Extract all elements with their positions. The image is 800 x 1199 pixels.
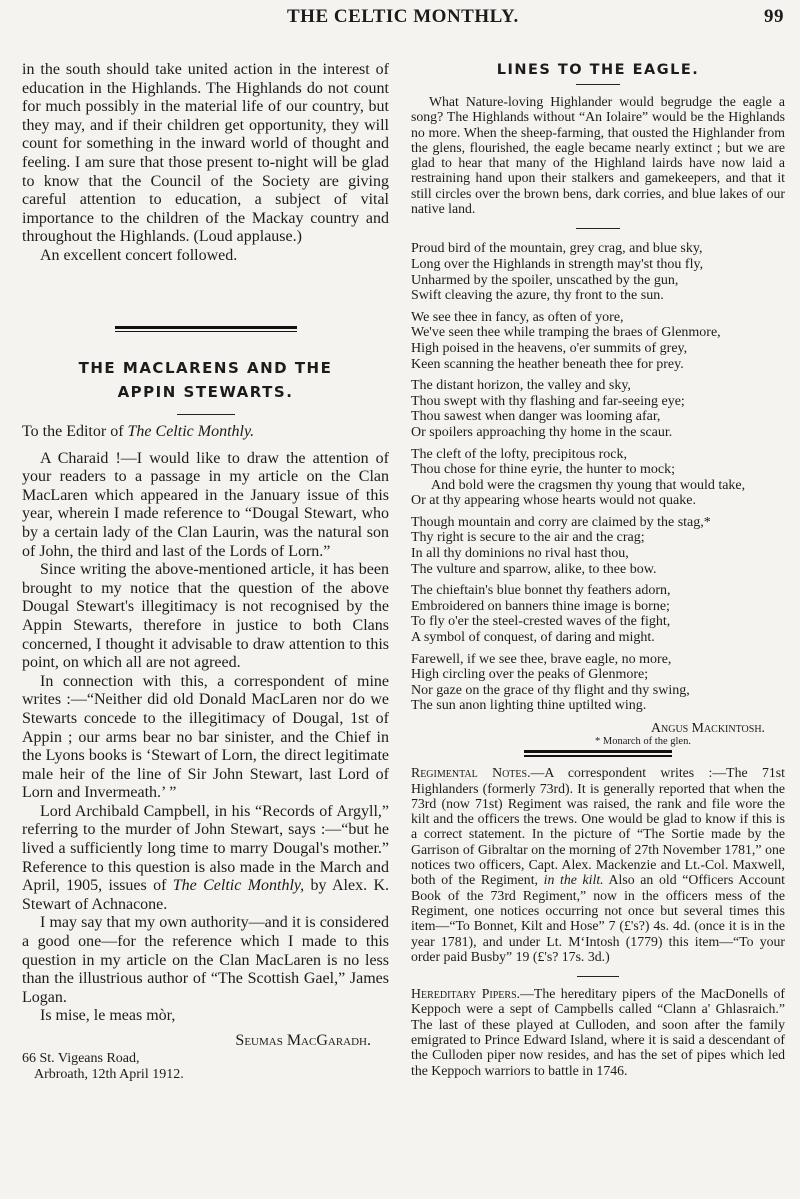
text: by Alex. K. Stewart of Achnacone.	[22, 877, 389, 913]
verse-line: We see thee in fancy, as often of yore,	[411, 309, 624, 325]
verse-line: Thou sawest when danger was looming afar,	[411, 409, 661, 425]
campbell-paragraph	[22, 803, 389, 915]
verse-line: The cleft of the lofty, precipitous rock,	[411, 446, 628, 462]
verse-line: To fly o'er the steel-crested waves of the fight,	[411, 614, 671, 630]
note-heading: Regimental Notes.	[411, 765, 531, 781]
poem-intro: What Nature-loving Highlander would begrudge the eagle a song? The Highlands without “An Iolaire” would be the Highlands no more. When the sheep-farming, that ousted the Highlander from the glens, flourished, the eagle became nearly extinct ; but we are glad to hear that many of the Highland lairds have now laid a restraining hand upon their stalkers and gamekeepers, and that it still circles over the brown bens, dark corries, and blue lakes of our native land.	[411, 94, 785, 217]
verse-line: Thou chose for thine eyrie, the hunter to mock;	[411, 462, 675, 478]
signature: Seumas MacGaradh.	[235, 1032, 371, 1049]
verse-line: Though mountain and corry are claimed by the stag,*	[411, 514, 711, 530]
footnote: * Monarch of the glen.	[595, 736, 691, 748]
running-header-title: THE CELTIC MONTHLY.	[287, 6, 519, 27]
journal-name: The Celtic Monthly.	[127, 423, 255, 440]
verse-line: Embroidered on banners thine image is borne;	[411, 598, 670, 614]
continuation-paragraph: in the south should take united action in the interest of education in the Highlands. The Highlands do not count for much possibly in the material life of our country, but they may, and if their children get opportunity, they will count for something in the inward world of thought and feeling. I am sure that those present to-night will be glad to know that the Council of the Society are giving careful attention to education, a subject of vital importance to the children of the Mackay country and throughout the Highlands. (Loud applause.)	[22, 61, 389, 246]
address-line-1: 66 St. Vigeans Road,	[22, 1050, 140, 1066]
poem-title: LINES TO THE EAGLE.	[496, 62, 700, 78]
page-number: 99	[764, 6, 784, 27]
body-paragraph: In connection with this, a correspondent of mine writes :—“Neither did old Donald MacLaren nor do we Stewarts concede to the illegitimacy of Dougal, 1st of Appin ; our arms bear no bar sinister, and the Chief in the Lyons books is ‘Stewart of Lorn, the direct legitimate male heir of the line of Sir John Stewart, last Lord of Lorn and Invermeath.’ ”	[22, 672, 389, 802]
verse-line: We've seen thee while tramping the braes of Glenmore,	[411, 325, 721, 341]
right-column	[411, 60, 785, 1078]
verse-line: Swift cleaving the azure, thy front to the sun.	[411, 288, 664, 304]
article-title-line-1: THE MACLARENS AND THE	[78, 359, 333, 377]
salutation-text: To the Editor of	[22, 423, 128, 440]
verse-line: The vulture and sparrow, alike, to thee bow.	[411, 561, 657, 577]
verse-line: Or spoilers approaching thy home in the scaur.	[411, 424, 673, 440]
stanza	[411, 447, 785, 509]
note-heading: Hereditary Pipers.	[411, 986, 521, 1002]
verse-line: In all thy dominions no rival hast thou,	[411, 546, 629, 562]
left-column	[22, 61, 389, 266]
stanza	[411, 652, 785, 714]
verse-line: High poised in the heavens, o'er summits of grey,	[411, 340, 688, 356]
text: —The hereditary pipers of the MacDonells of Keppoch were a sept of Campbells called “Clann a' Ghlasraich.” The last of these played at Culloden, and soon after the family emigrated to Prince Edward Island, where it is said a descendant of the Culloden piper now resides, and has the set of pipes which led the Keppoch warriors to battle in 1746.	[411, 986, 786, 1078]
verse-line: The distant horizon, the valley and sky,	[411, 378, 631, 394]
verse-line: Long over the Highlands in strength may'st thou fly,	[411, 256, 704, 272]
salutation	[22, 423, 389, 442]
intro-rule	[576, 228, 620, 229]
title-rule	[177, 414, 235, 415]
journal-name: The Celtic Monthly,	[172, 877, 305, 895]
stanza	[411, 515, 785, 577]
note-rule	[577, 976, 619, 977]
verse-line: And bold were the cragsmen thy young that would take,	[431, 477, 746, 493]
verse-line: Thy right is secure to the air and the crag;	[411, 530, 645, 546]
verse-line: Proud bird of the mountain, grey crag, and blue sky,	[411, 241, 703, 257]
title-rule	[576, 84, 620, 85]
verse-line: Or at thy appearing whose hearts would not quake.	[411, 493, 696, 509]
verse-line: Keen scanning the heather beneath thee for prey.	[411, 356, 684, 372]
stanza	[411, 378, 785, 440]
verse-line: The sun anon lighting thine uptilted wing.	[411, 698, 647, 714]
verse-line: Thou swept with thy flashing and far-seeing eye;	[411, 393, 685, 409]
stanza	[411, 241, 785, 303]
section-divider	[115, 326, 297, 329]
verse-line: Nor gaze on the grace of thy flight and thy swing,	[411, 682, 690, 698]
address-line-2: Arbroath, 12th April 1912.	[34, 1066, 184, 1082]
text: —A correspondent writes :—The 71st Highlanders (formerly 73rd). It is generally reported that when the 73rd (now 71st) Regiment was raised, the rank and file wore the kilt and the officers the trews. One would be glad to know if this is a correct statement. In the picture of “The Sortie made by the Garrison of Gibraltar on the morning of 27th November 1781,” one notices two officers, Capt. Alex. Mackenzie and Lt.-Col. Maxwell, both of the Regiment,	[411, 765, 785, 888]
stanza	[411, 310, 785, 372]
verse-line: The chieftain's blue bonnet thy feathers adorn,	[411, 583, 671, 599]
article-title-line-2: APPIN STEWARTS.	[117, 383, 294, 401]
verse-line: Unharmed by the spoiler, unscathed by the gun,	[411, 272, 679, 288]
regimental-notes	[411, 765, 785, 964]
closing: Is mise, le meas mòr,	[40, 1007, 176, 1025]
text-italic: in the kilt.	[543, 872, 604, 888]
authority-paragraph: I may say that my own authority—and it is considered a good one—for the reference which I made to this question in my article on the Clan MacLaren is no less than the illustrious author of “The Scottish Gael,” James Logan.	[22, 914, 389, 1006]
concert-line: An excellent concert followed.	[40, 246, 238, 264]
section-divider-thin	[115, 331, 297, 332]
body-paragraph: Since writing the above-mentioned article, it has been brought to my notice that the question of the above Dougal Stewart's illegitimacy is not recognised by the Appin Stewarts, therefore in justice to both Clans concerned, I thought it advisable to draw attention to this point, on which all are not agreed.	[22, 561, 389, 672]
poem	[411, 241, 785, 714]
body-paragraph: A Charaid !—I would like to draw the attention of your readers to a passage in my article on the Clan MacLaren which appeared in the January issue of this year, wherein I made reference to “Dougal Stewart, who by a certain lady of the Clan Laurin, was the natural son of John, the third and last of the Lords of Lorn.”	[22, 449, 389, 560]
text: Lord Archibald Campbell, in his “Records of Argyll,” referring to the murder of John Stewart, says :—“but he lived a sufficiently long time to marry Dougal's mother.” Reference to this question is also made in the March and April, 1905, issues of	[22, 802, 389, 895]
verse-line: Farewell, if we see thee, brave eagle, no more,	[411, 651, 672, 667]
verse-line: A symbol of conquest, of daring and might.	[411, 630, 655, 646]
poet-name: Angus Mackintosh.	[651, 720, 765, 735]
hereditary-pipers	[411, 986, 785, 1078]
text: Also an old “Officers Account Book of the 73rd Regiment,” now in the officers mess of the Regiment, one notices occurring not once but several times this item—“To Bonnet, Kilt and Hose” 7 (£'s?) 4s. 4d. (once it is in the year 1781), and under Lt. M‘Intosh (1779) this item—“To your order paid Busby” 19 (£'s? 17s. 3d.)	[411, 872, 785, 964]
verse-line: High circling over the peaks of Glenmore;	[411, 667, 649, 683]
stanza	[411, 583, 785, 645]
section-divider	[524, 750, 672, 755]
maclarens-article	[22, 356, 389, 1083]
